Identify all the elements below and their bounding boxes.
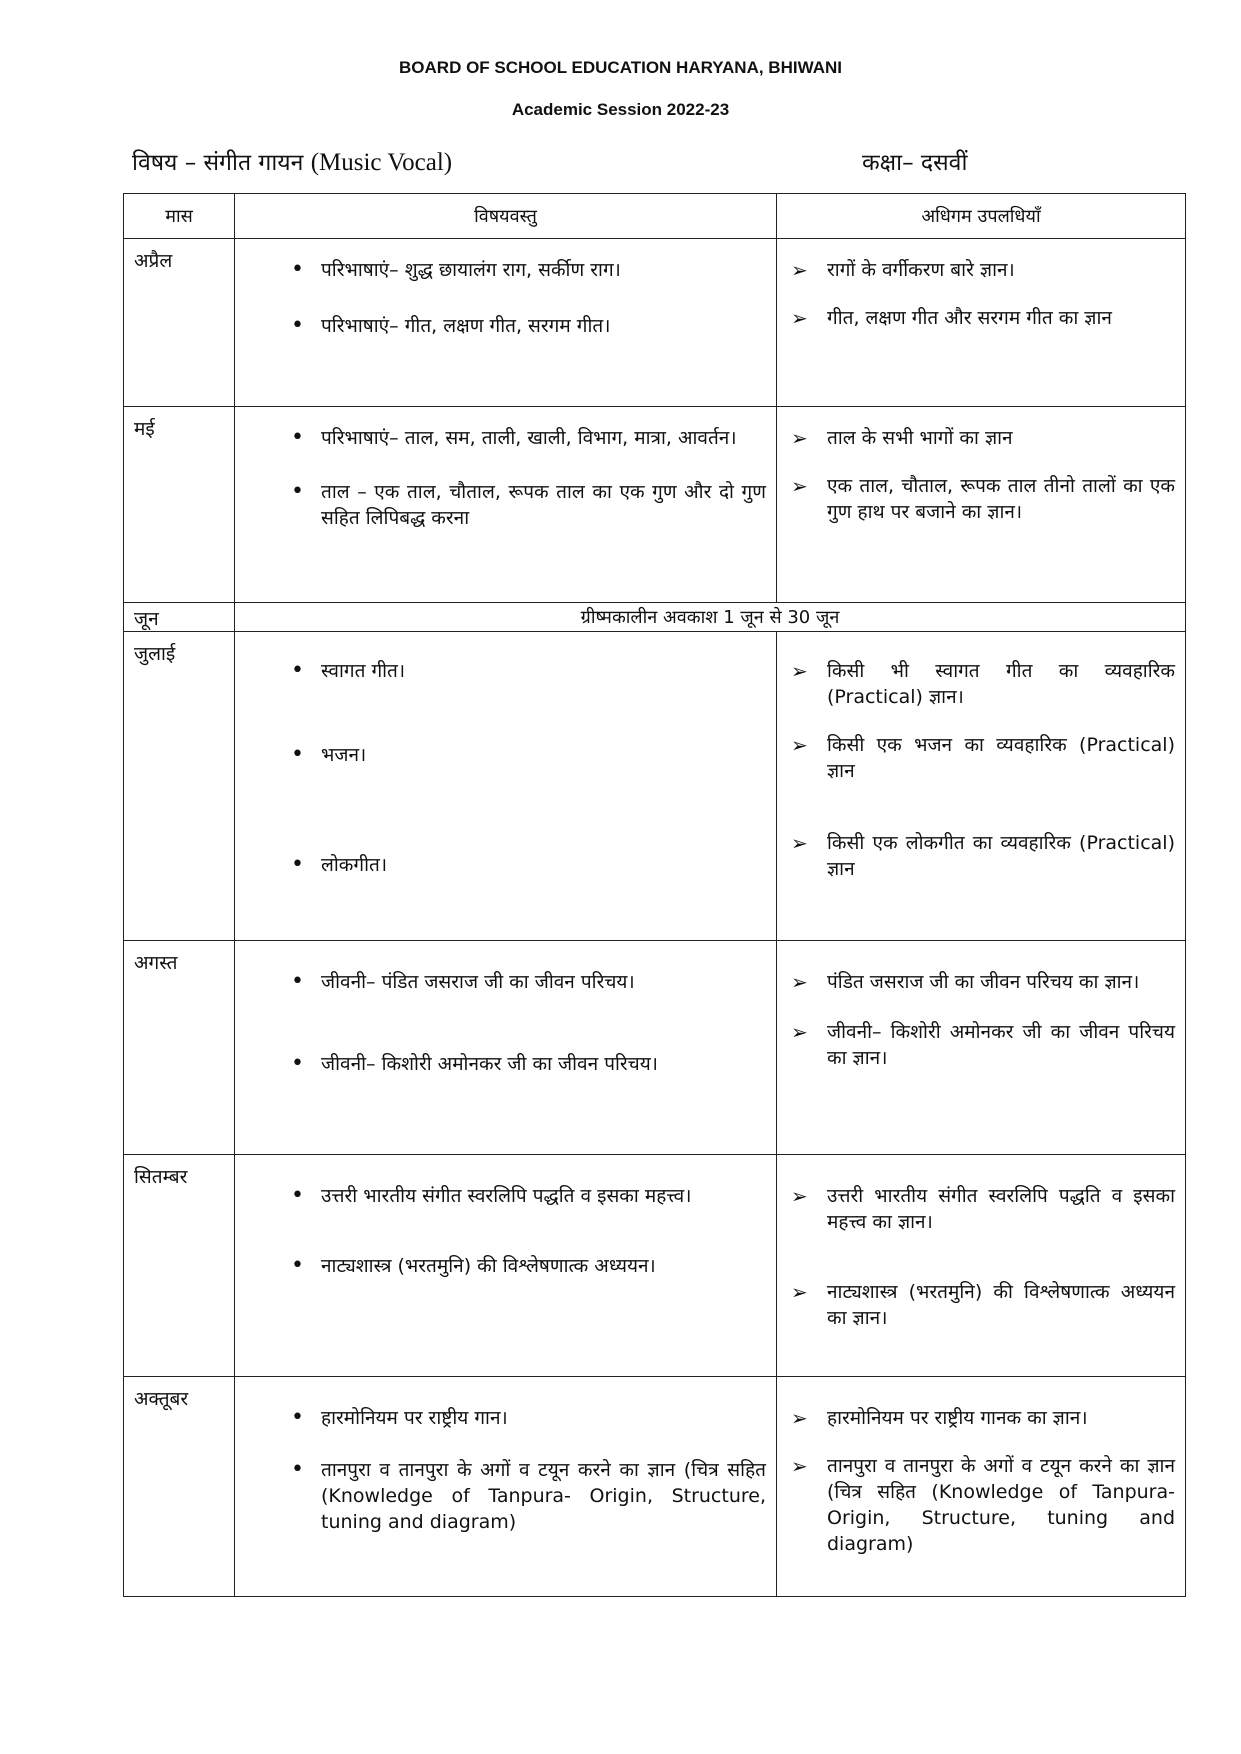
arrow-bullet-icon: ➢ — [791, 1280, 808, 1304]
bullet-icon: • — [291, 1051, 304, 1076]
outcome-item: ➢ नाट्यशास्त्र (भरतमुनि) की विश्लेषणात्क अध्ययन का ज्ञान। — [791, 1280, 1175, 1329]
bullet-icon: • — [291, 313, 304, 338]
arrow-bullet-icon: ➢ — [791, 1454, 808, 1478]
syllabus-table — [123, 193, 1186, 1597]
month-cell: अप्रैल — [124, 239, 235, 407]
header-outcomes: अधिगम उपलधियाँ — [777, 194, 1186, 239]
arrow-bullet-icon: ➢ — [791, 1406, 808, 1430]
table-header-row — [124, 194, 1186, 239]
class-label: कक्षा– दसवीं — [862, 150, 968, 176]
content-item: • जीवनी– पंडित जसराज जी का जीवन परिचय। — [291, 969, 635, 994]
outcome-item: ➢ रागों के वर्गीकरण बारे ज्ञान। — [791, 258, 1015, 282]
bullet-icon: • — [291, 425, 304, 450]
subject-line — [132, 145, 452, 177]
content-item: • भजन। — [291, 742, 367, 767]
table-row — [124, 407, 1186, 603]
bullet-icon: • — [291, 1253, 304, 1278]
table-row — [124, 632, 1186, 941]
bullet-icon: • — [291, 969, 304, 994]
arrow-bullet-icon: ➢ — [791, 426, 808, 450]
outcome-cell — [777, 1155, 1186, 1377]
outcome-cell — [777, 407, 1186, 603]
table-row — [124, 603, 1186, 632]
content-cell — [235, 1377, 777, 1597]
content-cell — [235, 632, 777, 941]
bullet-icon: • — [291, 479, 304, 504]
outcome-cell — [777, 632, 1186, 941]
content-item: • उत्तरी भारतीय संगीत स्वरलिपि पद्धति व इसका महत्त्व। — [291, 1183, 692, 1208]
month-cell: अक्तूबर — [124, 1377, 235, 1597]
content-cell — [235, 239, 777, 407]
outcome-item: ➢ किसी एक भजन का व्यवहारिक (Practical) ज्ञान — [791, 733, 1175, 782]
content-item: • परिभाषाएं– गीत, लक्षण गीत, सरगम गीत। — [291, 313, 611, 338]
outcome-item: ➢ जीवनी– किशोरी अमोनकर जी का जीवन परिचय का ज्ञान। — [791, 1020, 1175, 1069]
outcome-cell — [777, 239, 1186, 407]
arrow-bullet-icon: ➢ — [791, 659, 808, 683]
bullet-icon: • — [291, 1457, 304, 1482]
bullet-icon: • — [291, 742, 304, 767]
arrow-bullet-icon: ➢ — [791, 474, 808, 498]
content-item: • परिभाषाएं– ताल, सम, ताली, खाली, विभाग, मात्रा, आवर्तन। — [291, 425, 737, 450]
outcome-item: ➢ उत्तरी भारतीय संगीत स्वरलिपि पद्धति व इसका महत्त्व का ज्ञान। — [791, 1184, 1175, 1233]
content-item: • लोकगीत। — [291, 852, 388, 877]
content-cell — [235, 407, 777, 603]
outcome-item: ➢ ताल के सभी भागों का ज्ञान — [791, 426, 1013, 450]
header-month: मास — [124, 194, 235, 239]
content-item: • स्वागत गीत। — [291, 658, 406, 683]
subject-english: (Music Vocal) — [310, 149, 453, 176]
bullet-icon: • — [291, 658, 304, 683]
board-title: BOARD OF SCHOOL EDUCATION HARYANA, BHIWANI — [399, 58, 842, 77]
bullet-icon: • — [291, 852, 304, 877]
outcome-item: ➢ हारमोनियम पर राष्ट्रीय गानक का ज्ञान। — [791, 1406, 1088, 1430]
arrow-bullet-icon: ➢ — [791, 733, 808, 757]
bullet-icon: • — [291, 1183, 304, 1208]
outcome-item: ➢ एक ताल, चौताल, रूपक ताल तीनो तालों का एक गुण हाथ पर बजाने का ज्ञान। — [791, 474, 1175, 523]
arrow-bullet-icon: ➢ — [791, 970, 808, 994]
content-item: • परिभाषाएं– शुद्ध छायालंग राग, सर्कीण राग। — [291, 257, 621, 282]
month-cell: जून — [124, 603, 235, 632]
month-cell: जुलाई — [124, 632, 235, 941]
header-content: विषयवस्तु — [235, 194, 777, 239]
content-item: • जीवनी– किशोरी अमोनकर जी का जीवन परिचय। — [291, 1051, 658, 1076]
content-item: • हारमोनियम पर राष्ट्रीय गान। — [291, 1405, 508, 1430]
month-cell: अगस्त — [124, 941, 235, 1155]
month-cell: सितम्बर — [124, 1155, 235, 1377]
arrow-bullet-icon: ➢ — [791, 831, 808, 855]
outcome-item: ➢ किसी एक लोकगीत का व्यवहारिक (Practical) ज्ञान — [791, 831, 1175, 880]
content-item: • तानपुरा व तानपुरा के अगों व टयून करने का ज्ञान (चित्र सहित (Knowledge of Tanpura- Origin, Structure, tuning and diagram) — [291, 1457, 766, 1533]
outcome-item: ➢ तानपुरा व तानपुरा के अगों व टयून करने का ज्ञान (चित्र सहित (Knowledge of Tanpura- Origin, Structure, tuning and diagram) — [791, 1454, 1175, 1555]
arrow-bullet-icon: ➢ — [791, 1020, 808, 1044]
bullet-icon: • — [291, 257, 304, 282]
outcome-cell — [777, 941, 1186, 1155]
table-row — [124, 941, 1186, 1155]
outcome-item: ➢ किसी भी स्वागत गीत का व्यवहारिक (Practical) ज्ञान। — [791, 659, 1175, 708]
outcome-item: ➢ गीत, लक्षण गीत और सरगम गीत का ज्ञान — [791, 306, 1112, 330]
table-row — [124, 239, 1186, 407]
arrow-bullet-icon: ➢ — [791, 258, 808, 282]
vacation-cell: ग्रीष्मकालीन अवकाश 1 जून से 30 जून — [235, 603, 1186, 632]
session-title: Academic Session 2022-23 — [511, 100, 730, 119]
content-cell — [235, 1155, 777, 1377]
arrow-bullet-icon: ➢ — [791, 306, 808, 330]
arrow-bullet-icon: ➢ — [791, 1184, 808, 1208]
outcome-item: ➢ पंडित जसराज जी का जीवन परिचय का ज्ञान। — [791, 970, 1140, 994]
subject-label: विषय – संगीत गायन — [132, 150, 304, 176]
content-item: • ताल – एक ताल, चौताल, रूपक ताल का एक गुण और दो गुण सहित लिपिबद्ध करना — [291, 479, 766, 529]
outcome-cell — [777, 1377, 1186, 1597]
content-cell — [235, 941, 777, 1155]
month-cell: मई — [124, 407, 235, 603]
table-row — [124, 1155, 1186, 1377]
bullet-icon: • — [291, 1405, 304, 1430]
content-item: • नाट्यशास्त्र (भरतमुनि) की विश्लेषणात्क अध्ययन। — [291, 1253, 656, 1278]
table-row — [124, 1377, 1186, 1597]
